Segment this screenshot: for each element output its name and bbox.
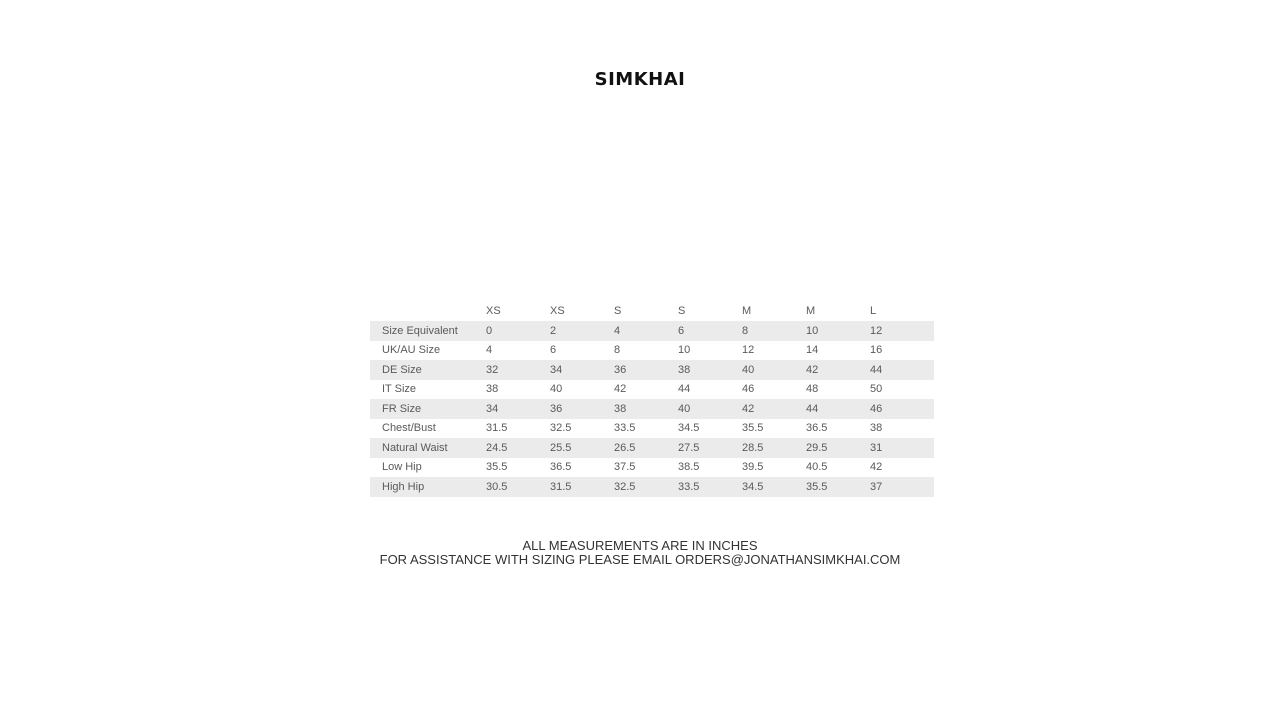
measurement-label: DE Size <box>370 360 486 380</box>
measurement-value: 36 <box>550 399 614 419</box>
measurement-value: 36 <box>614 360 678 380</box>
measurement-label: FR Size <box>370 399 486 419</box>
measurement-value: 31.5 <box>550 477 614 497</box>
measurement-value: 14 <box>806 344 819 357</box>
measurement-value: 10 <box>678 344 691 357</box>
size-chart-body <box>370 321 934 497</box>
measurement-value: 2 <box>550 321 614 341</box>
measurement-value: 34 <box>550 360 614 380</box>
size-column-header: S <box>614 300 678 321</box>
measurement-value: 6 <box>678 321 742 341</box>
size-chart-row <box>370 321 934 341</box>
size-header-row <box>370 300 934 321</box>
measurement-value: 35.5 <box>742 422 764 435</box>
measurement-value: 25.5 <box>550 438 614 458</box>
measurement-value: 31.5 <box>486 422 508 435</box>
measurement-label: UK/AU Size <box>382 344 441 357</box>
measurement-value: 34.5 <box>742 477 806 497</box>
measurement-value: 46 <box>742 383 755 396</box>
size-chart-row <box>370 419 934 439</box>
measurement-value: 4 <box>614 321 678 341</box>
measurement-value: 10 <box>806 321 870 341</box>
measurement-value: 36.5 <box>806 422 828 435</box>
size-chart-row <box>370 477 934 497</box>
measurement-value: 44 <box>806 399 870 419</box>
measurement-unit-note: ALL MEASUREMENTS ARE IN INCHES <box>522 538 758 553</box>
size-column-header: M <box>806 300 870 321</box>
measurement-value: 44 <box>678 383 691 396</box>
measurement-value: 33.5 <box>614 422 636 435</box>
measurement-value: 38 <box>870 422 883 435</box>
measurement-value: 4 <box>486 344 493 357</box>
size-chart-table <box>370 300 934 497</box>
measurement-value: 42 <box>806 360 870 380</box>
measurement-value: 40 <box>678 399 742 419</box>
measurement-value: 38 <box>486 383 499 396</box>
measurement-value: 39.5 <box>742 461 764 474</box>
measurement-value: 46 <box>870 399 934 419</box>
measurement-value: 38 <box>614 399 678 419</box>
measurement-value: 37.5 <box>614 461 636 474</box>
corner-cell <box>370 300 486 321</box>
measurement-value: 30.5 <box>486 477 550 497</box>
size-chart-row <box>370 458 934 478</box>
measurement-value: 48 <box>806 383 819 396</box>
measurement-value: 40 <box>550 383 563 396</box>
measurement-label: Size Equivalent <box>370 321 486 341</box>
measurement-value: 33.5 <box>678 477 742 497</box>
measurement-value: 50 <box>870 383 883 396</box>
measurement-value: 12 <box>870 321 934 341</box>
measurement-value: 32.5 <box>614 477 678 497</box>
size-column-header: L <box>870 300 934 321</box>
measurement-value: 8 <box>742 321 806 341</box>
measurement-value: 38 <box>678 360 742 380</box>
measurement-value: 28.5 <box>742 438 806 458</box>
size-chart-row <box>370 380 934 400</box>
measurement-value: 40 <box>742 360 806 380</box>
measurement-value: 24.5 <box>486 438 550 458</box>
measurement-label: Chest/Bust <box>382 422 436 435</box>
measurement-value: 32.5 <box>550 422 572 435</box>
measurement-value: 0 <box>486 321 550 341</box>
measurement-value: 34 <box>486 399 550 419</box>
measurement-value: 38.5 <box>678 461 700 474</box>
measurement-value: 42 <box>870 461 883 474</box>
measurement-value: 34.5 <box>678 422 700 435</box>
size-column-header: XS <box>550 300 614 321</box>
measurement-label: IT Size <box>382 383 417 396</box>
measurement-value: 42 <box>614 383 627 396</box>
size-column-header: XS <box>486 300 550 321</box>
measurement-value: 40.5 <box>806 461 828 474</box>
measurement-value: 29.5 <box>806 438 870 458</box>
measurement-value: 26.5 <box>614 438 678 458</box>
measurement-value: 27.5 <box>678 438 742 458</box>
measurement-value: 6 <box>550 344 557 357</box>
size-chart-row <box>370 360 934 380</box>
measurement-value: 35.5 <box>486 461 508 474</box>
size-chart-row <box>370 341 934 361</box>
measurement-value: 16 <box>870 344 883 357</box>
brand-logo[interactable]: SIMKHAI <box>594 69 686 90</box>
size-column-header: S <box>678 300 742 321</box>
size-chart-row <box>370 399 934 419</box>
measurement-value: 12 <box>742 344 755 357</box>
measurement-value: 32 <box>486 360 550 380</box>
size-chart-row <box>370 438 934 458</box>
sizing-assistance-note: FOR ASSISTANCE WITH SIZING PLEASE EMAIL ORDERS@JONATHANSIMKHAI.COM <box>379 552 901 567</box>
size-column-header: M <box>742 300 806 321</box>
measurement-value: 8 <box>614 344 621 357</box>
measurement-value: 31 <box>870 438 934 458</box>
measurement-label: Low Hip <box>382 461 422 474</box>
measurement-value: 36.5 <box>550 461 572 474</box>
measurement-value: 42 <box>742 399 806 419</box>
measurement-value: 44 <box>870 360 934 380</box>
measurement-value: 37 <box>870 477 934 497</box>
measurement-label: High Hip <box>370 477 486 497</box>
measurement-label: Natural Waist <box>370 438 486 458</box>
sizing-notes <box>0 539 1280 567</box>
measurement-value: 35.5 <box>806 477 870 497</box>
